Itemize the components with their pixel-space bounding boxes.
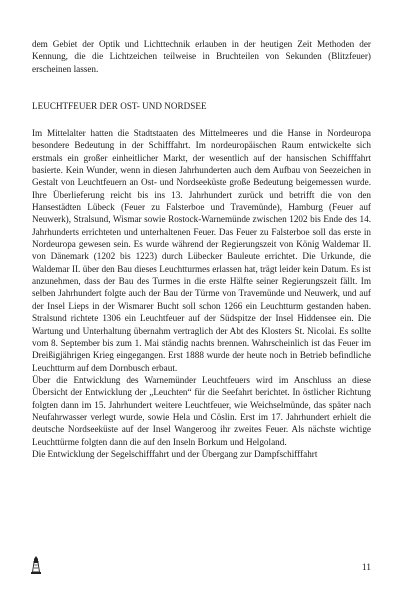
intro-text: dem Gebiet der Optik und Lichttechnik erlauben in der heutigen Zeit Methoden der Kennung, die die Lichtzeichen teilweise in Bruchteilen von Sekunden (Blitzfeuer) erscheinen lassen. bbox=[32, 39, 371, 74]
page-number: 11 bbox=[361, 563, 371, 573]
section-heading: LEUCHTFEUER DER OST- UND NORDSEE bbox=[32, 101, 207, 111]
section-body bbox=[32, 127, 371, 460]
body-paragraph-2: Über die Entwicklung des Warnemünder Leuchtfeuers wird im Anschluss an diese Übersicht der Entwicklung der „Leuchten“ für die Seefahrt berichtet. In östlicher Richtung folgten dann im 15. Jahrhundert weitere Leuchtfeuer, wie Weichselmünde, das später nach Neufahrwasser verlegt wurde, sowie Hela und Cöslin. Erst im 17. Jahrhundert erhielt die deutsche Nordseeküste auf der Insel Wangeroog ihr zweites Feuer. Als nächste wichtige Leuchttürme folgten dann die auf den Inseln Borkum und Helgoland. bbox=[32, 374, 371, 447]
lighthouse-emblem-icon bbox=[30, 555, 42, 575]
body-paragraph-3: Die Entwicklung der Segelschifffahrt und der Übergang zur Dampfschifffahrt bbox=[32, 448, 318, 459]
body-paragraph-1: Im Mittelalter hatten die Stadtstaaten des Mittelmeeres und die Hanse in Nordeuropa besondere Bedeutung in der Schifffahrt. Im nordeuropäischen Raum entwickelte sich erstmals ein großer einheitlicher Markt, der wesentlich auf der hansischen Schifffahrt basierte. Kein Wunder, wenn in diesen Jahrhunderten auch dem Aufbau von Seezeichen in Gestalt von Leuchtfeuern an Ost- und Nordseeküste große Bedeutung beigemessen wurde. Ihre Überlieferung reicht bis ins 13. Jahrhundert zurück und betrifft die von den Hansestädten Lübeck (Feuer zu Falsterboe und Travemünde), Hamburg (Feuer auf Neuwerk), Stralsund, Wismar sowie Rostock-Warnemünde zwischen 1202 bis Ende des 14. Jahrhunderts errichteten und unterhaltenen Feuer. Das Feuer zu Falsterboe soll das erste in Nordeuropa gewesen sein. Es wurde während der Regierungszeit von König Waldemar II. von Dänemark (1202 bis 1223) durch Lübecker Bauleute errichtet. Die Urkunde, die Waldemar II. über den Bau dieses Leuchtturmes erlassen hat, trägt leider kein Datum. Es ist anzunehmen, dass der Bau des Turmes in die erste Hälfte seiner Regierungszeit fällt. Im selben Jahrhundert folgte auch der Bau der Türme von Travemünde und Neuwerk, und auf der Insel Lieps in der Wismarer Bucht soll schon 1266 ein Leuchtturm gestanden haben. Stralsund richtete 1306 ein Leuchtfeuer auf der Südspitze der Insel Hiddensee ein. Die Wartung und Unterhaltung übernahm vertraglich der Abt des Klosters St. Nicolai. Es sollte vom 8. September bis zum 1. Mai ständig nachts brennen. Wahrscheinlich ist das Feuer im Dreißigjährigen Krieg eingegangen. Erst 1888 wurde der heute noch in Betrieb befindliche Leuchtturm auf dem Dornbusch erbaut. bbox=[32, 128, 371, 373]
intro-paragraph bbox=[32, 38, 371, 75]
